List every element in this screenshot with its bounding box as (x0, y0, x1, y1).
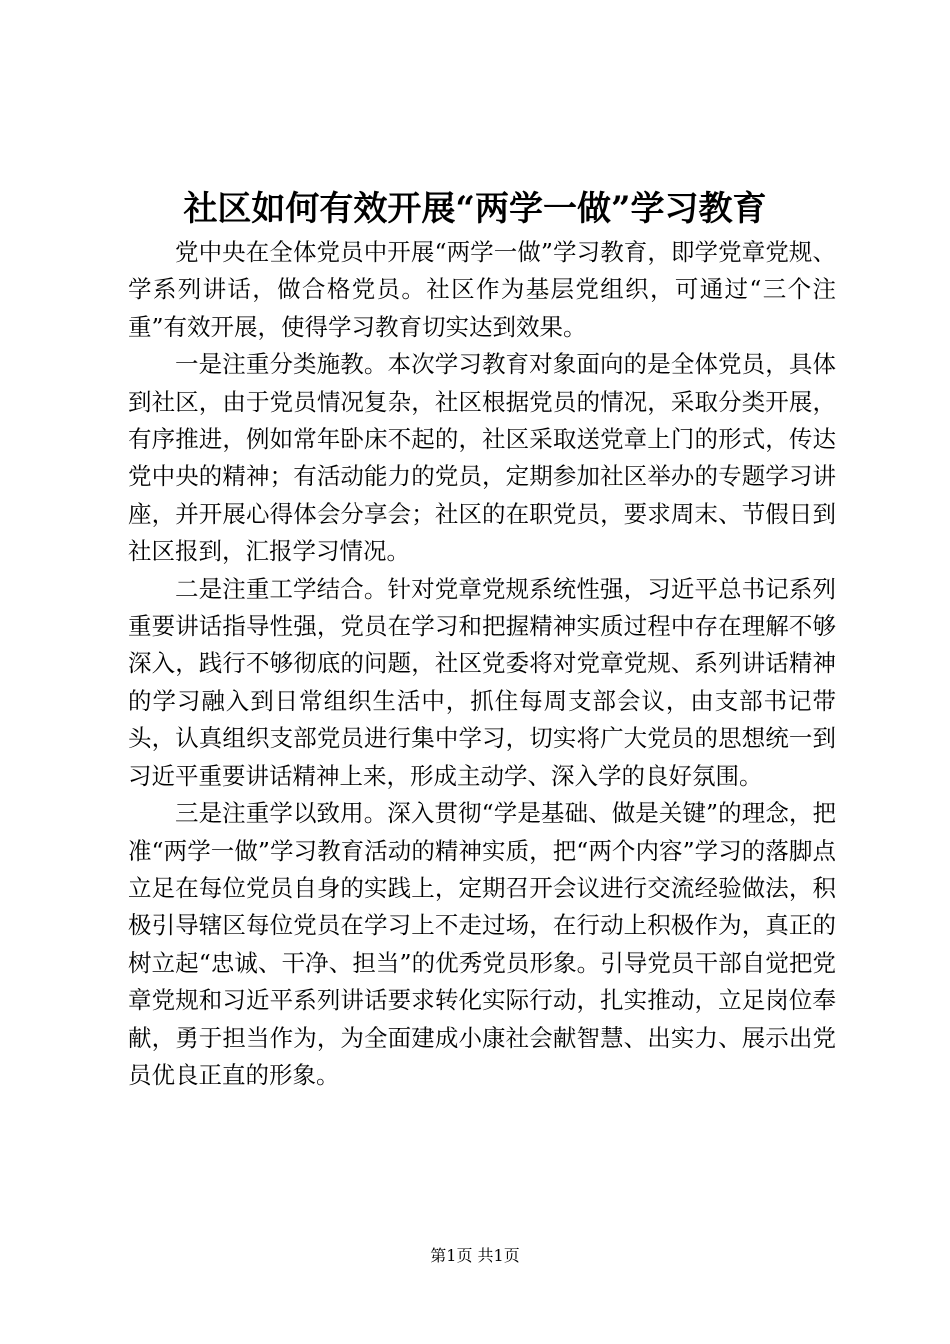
paragraph-point-two: 二是注重工学结合。针对党章党规系统性强，习近平总书记系列重要讲话指导性强，党员在学习和把握精神实质过程中存在理解不够深入，践行不够彻底的问题，社区党委将对党章党规、系列讲话精神的学习融入到日常组织生活中，抓住每周支部会议，由支部书记带头，认真组织支部党员进行集中学习，切实将广大党员的思想统一到习近平重要讲话精神上来，形成主动学、深入学的良好氛围。 (128, 574, 836, 790)
paragraph-point-one: 一是注重分类施教。本次学习教育对象面向的是全体党员，具体到社区，由于党员情况复杂，社区根据党员的情况，采取分类开展，有序推进，例如常年卧床不起的，社区采取送党章上门的形式，传达党中央的精神；有活动能力的党员，定期参加社区举办的专题学习讲座，并开展心得体会分享会；社区的在职党员，要求周末、节假日到社区报到，汇报学习情况。 (128, 350, 836, 566)
paragraph-point-three: 三是注重学以致用。深入贯彻“学是基础、做是关键”的理念，把准“两学一做”学习教育活动的精神实质，把“两个内容”学习的落脚点立足在每位党员自身的实践上，定期召开会议进行交流经验做法，积极引导辖区每位党员在学习上不走过场，在行动上积极作为，真正的树立起“忠诚、干净、担当”的优秀党员形象。引导党员干部自觉把党章党规和习近平系列讲话要求转化实际行动，扎实推动，立足岗位奉献，勇于担当作为，为全面建成小康社会献智慧、出实力、展示出党员优良正直的形象。 (128, 799, 836, 1089)
page-number-footer: 第1页 共1页 (430, 1246, 520, 1265)
document-title: 社区如何有效开展“两学一做”学习教育 (183, 189, 767, 229)
paragraph-intro: 党中央在全体党员中开展“两学一做”学习教育，即学党章党规、学系列讲话，做合格党员。社区作为基层党组织，可通过“三个注重”有效开展，使得学习教育切实达到效果。 (128, 238, 836, 341)
document-body (128, 234, 836, 1094)
